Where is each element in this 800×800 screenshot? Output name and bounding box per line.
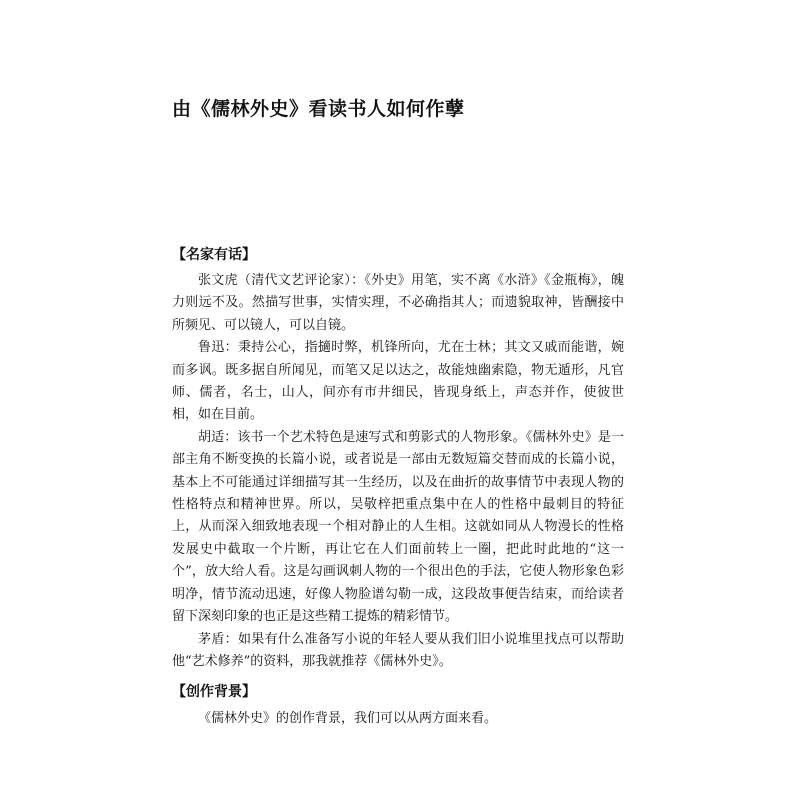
creation-background-body: [172, 708, 624, 730]
paragraph-hu-shi: 胡适：该书一个艺术特色是速写式和剪影式的人物形象。《儒林外史》是一部主角不断变换的长篇小说，或者说是一部由无数短篇交替而成的长篇小说，基本上不可能通过详细描写其一生经历，以及在曲折的故事情节中表现人物的性格特点和精神世界。所以，吴敬梓把重点集中在人的性格中最刺目的特征上，从而深入细致地表现一个相对静止的人生相。这就如同从人物漫长的性格发展史中截取一个片断，再让它在人们面前转上一圈，把此时此地的“这一个”，放大给人看。这是勾画讽刺人物的一个很出色的手法，它使人物形象色彩明净，情节流动迅速，好像人物脸谱勾勒一成，这段故事便告结束，而给读者留下深刻印象的也正是这些精工提炼的精彩情节。: [172, 429, 624, 625]
section-heading-creation-background: 【创作背景】: [172, 684, 256, 700]
paragraph-mao-dun: 茅盾：如果有什么准备写小说的年轻人要从我们旧小说堆里找点可以帮助他“艺术修养”的资料，那我就推荐《儒林外史》。: [172, 631, 624, 669]
paragraph-lu-xun: 鲁迅：秉持公心，指擿时弊，机锋所向，尤在士林；其文又戚而能谐，婉而多讽。既多据自所闻见，而笔又足以达之，故能烛幽索隐，物无遁形，凡官师、儒者，名士，山人，间亦有市井细民，皆现身纸上，声态并作，使彼世相，如在目前。: [172, 340, 624, 423]
famous-comments-body: [172, 270, 624, 673]
section-heading-famous-comments: 【名家有话】: [172, 247, 256, 263]
paragraph-zhang-wenhu: 张文虎（清代文艺评论家）：《外史》用笔，实不离《水浒》《金瓶梅》，魄力则远不及。然描写世事，实情实理，不必确指其人；而遗貌取神，皆酬接中所频见、可以镜人，可以自镜。: [172, 273, 624, 333]
page-title: 由《儒林外史》看读书人如何作孽: [172, 98, 465, 120]
paragraph-background-intro: 《儒林外史》的创作背景，我们可以从两方面来看。: [198, 711, 498, 726]
